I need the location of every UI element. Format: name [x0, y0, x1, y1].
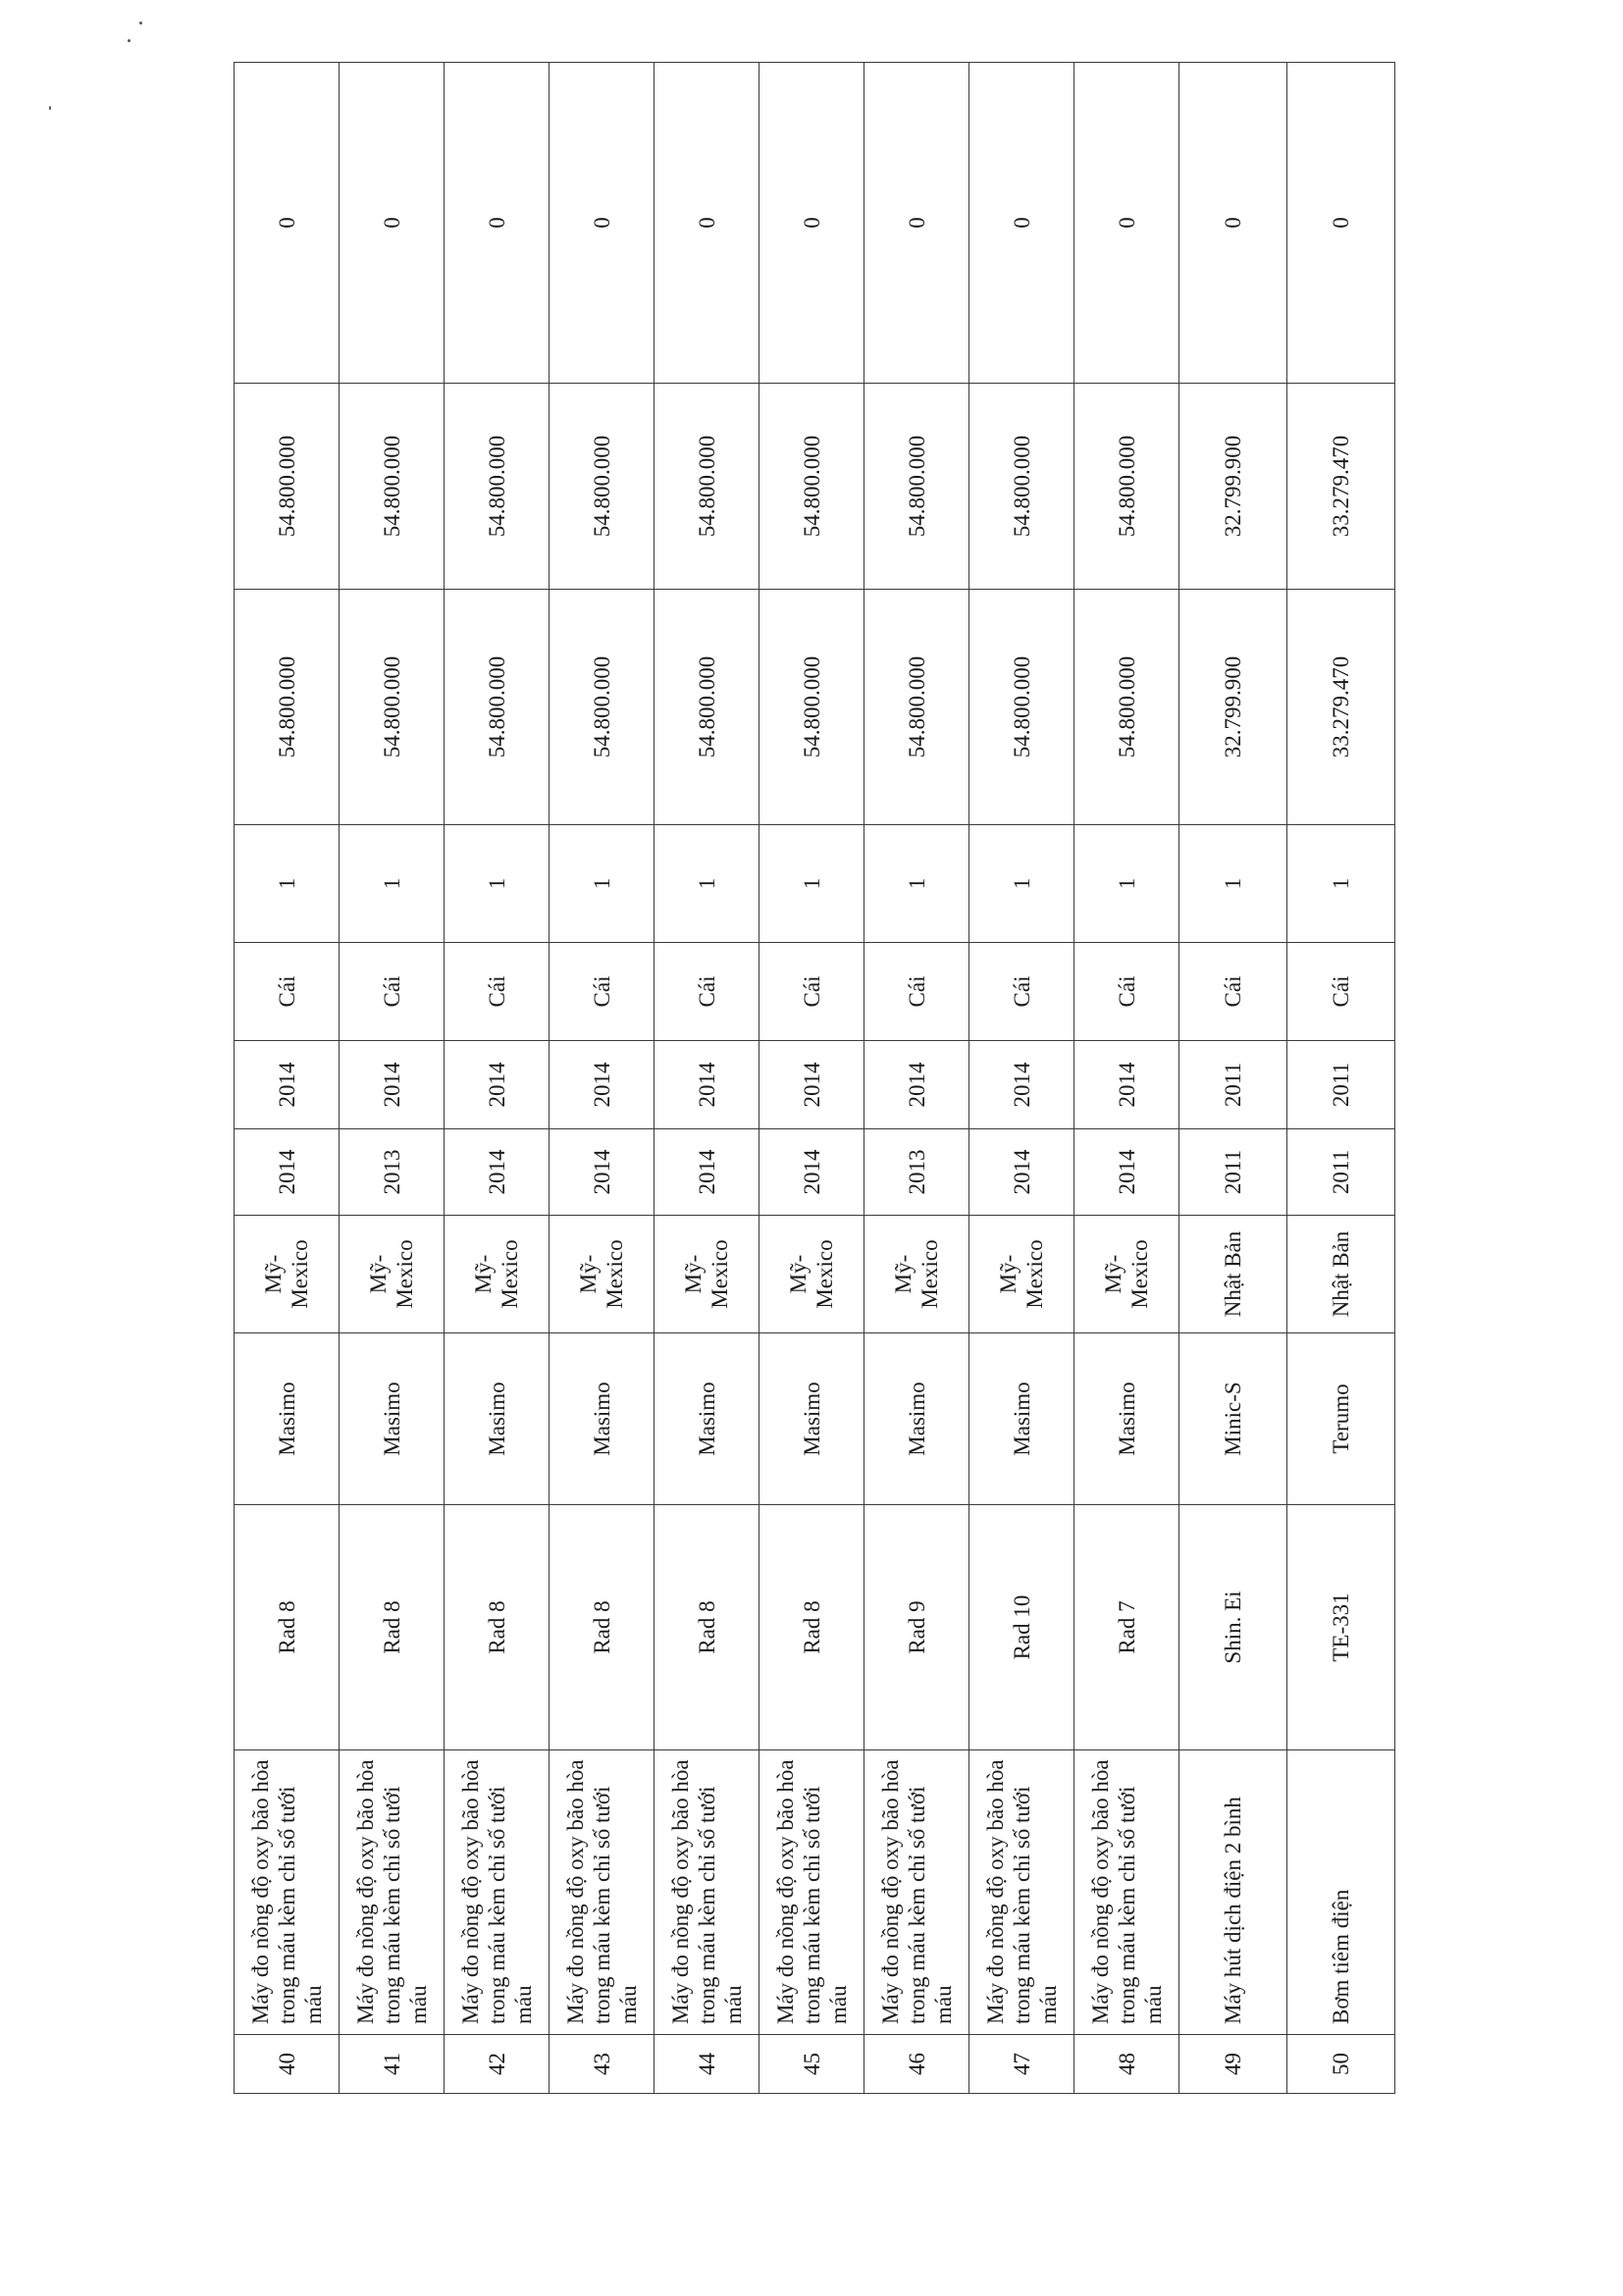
- cell-price: 54.800.000: [759, 590, 864, 825]
- cell-unit: Cái: [654, 943, 759, 1041]
- cell-year-made: 2013: [864, 1129, 969, 1216]
- cell-model: Shin. Ei: [1179, 1505, 1287, 1750]
- cell-origin: Mỹ-Mexico: [969, 1216, 1074, 1333]
- cell-price: 32.799.900: [1179, 590, 1287, 825]
- cell-name: Bơm tiêm điện: [1287, 1750, 1395, 2035]
- cell-remaining: 0: [654, 63, 759, 384]
- cell-year-used: 2014: [1074, 1041, 1179, 1129]
- table-row: [969, 63, 1074, 2094]
- cell-origin: Nhật Bản: [1287, 1216, 1395, 1333]
- cell-year-used: 2014: [235, 1041, 340, 1129]
- cell-qty: 1: [864, 825, 969, 943]
- cell-qty: 1: [550, 825, 654, 943]
- cell-name: Máy đo nồng độ oxy bão hòa trong máu kèm chỉ số tưới máu: [759, 1750, 864, 2035]
- cell-unit: Cái: [1179, 943, 1287, 1041]
- cell-year-made: 2014: [550, 1129, 654, 1216]
- cell-name: Máy đo nồng độ oxy bão hòa trong máu kèm chỉ số tưới máu: [654, 1750, 759, 2035]
- cell-unit: Cái: [864, 943, 969, 1041]
- cell-qty: 1: [1074, 825, 1179, 943]
- cell-price: 33.279.470: [1287, 590, 1395, 825]
- cell-brand: Masimo: [1074, 1333, 1179, 1505]
- cell-unit: Cái: [969, 943, 1074, 1041]
- cell-unit: Cái: [340, 943, 445, 1041]
- cell-model: Rad 8: [235, 1505, 340, 1750]
- cell-year-used: 2014: [759, 1041, 864, 1129]
- cell-qty: 1: [969, 825, 1074, 943]
- cell-price: 54.800.000: [654, 590, 759, 825]
- cell-stt: 46: [864, 2035, 969, 2094]
- cell-stt: 40: [235, 2035, 340, 2094]
- cell-year-made: 2011: [1179, 1129, 1287, 1216]
- cell-total: 54.800.000: [864, 384, 969, 590]
- cell-remaining: 0: [550, 63, 654, 384]
- cell-unit: Cái: [445, 943, 550, 1041]
- cell-qty: 1: [654, 825, 759, 943]
- cell-price: 54.800.000: [864, 590, 969, 825]
- cell-origin: Mỹ-Mexico: [654, 1216, 759, 1333]
- cell-model: TE-331: [1287, 1505, 1395, 1750]
- scan-speck: [128, 39, 131, 42]
- cell-total: 54.800.000: [550, 384, 654, 590]
- cell-total: 33.279.470: [1287, 384, 1395, 590]
- cell-price: 54.800.000: [235, 590, 340, 825]
- cell-stt: 50: [1287, 2035, 1395, 2094]
- cell-price: 54.800.000: [340, 590, 445, 825]
- cell-year-used: 2014: [864, 1041, 969, 1129]
- cell-origin: Mỹ-Mexico: [759, 1216, 864, 1333]
- cell-name: Máy đo nồng độ oxy bão hòa trong máu kèm chỉ số tưới máu: [969, 1750, 1074, 2035]
- equipment-table: [234, 62, 1395, 2094]
- scan-speck: [139, 22, 142, 25]
- cell-unit: Cái: [235, 943, 340, 1041]
- cell-year-made: 2014: [235, 1129, 340, 1216]
- table-row: [235, 63, 340, 2094]
- cell-origin: Mỹ-Mexico: [1074, 1216, 1179, 1333]
- cell-model: Rad 7: [1074, 1505, 1179, 1750]
- cell-remaining: 0: [969, 63, 1074, 384]
- cell-stt: 48: [1074, 2035, 1179, 2094]
- cell-total: 54.800.000: [759, 384, 864, 590]
- table-row: [340, 63, 445, 2094]
- cell-name: Máy đo nồng độ oxy bão hòa trong máu kèm chỉ số tưới máu: [340, 1750, 445, 2035]
- cell-year-used: 2014: [969, 1041, 1074, 1129]
- cell-origin: Mỹ-Mexico: [445, 1216, 550, 1333]
- cell-year-used: 2011: [1287, 1041, 1395, 1129]
- cell-model: Rad 10: [969, 1505, 1074, 1750]
- cell-brand: Terumo: [1287, 1333, 1395, 1505]
- cell-origin: Mỹ-Mexico: [864, 1216, 969, 1333]
- cell-model: Rad 8: [445, 1505, 550, 1750]
- cell-brand: Masimo: [550, 1333, 654, 1505]
- cell-brand: Masimo: [340, 1333, 445, 1505]
- cell-origin: Mỹ-Mexico: [340, 1216, 445, 1333]
- cell-year-used: 2014: [445, 1041, 550, 1129]
- cell-year-made: 2013: [340, 1129, 445, 1216]
- cell-brand: Masimo: [235, 1333, 340, 1505]
- table-row: [864, 63, 969, 2094]
- cell-name: Máy đo nồng độ oxy bão hòa trong máu kèm chỉ số tưới máu: [550, 1750, 654, 2035]
- table-row: [445, 63, 550, 2094]
- cell-model: Rad 8: [550, 1505, 654, 1750]
- cell-year-made: 2011: [1287, 1129, 1395, 1216]
- cell-qty: 1: [235, 825, 340, 943]
- cell-model: Rad 8: [759, 1505, 864, 1750]
- cell-total: 54.800.000: [654, 384, 759, 590]
- table-row: [759, 63, 864, 2094]
- cell-total: 54.800.000: [340, 384, 445, 590]
- cell-year-used: 2014: [550, 1041, 654, 1129]
- cell-unit: Cái: [550, 943, 654, 1041]
- cell-brand: Masimo: [864, 1333, 969, 1505]
- cell-price: 54.800.000: [969, 590, 1074, 825]
- cell-stt: 44: [654, 2035, 759, 2094]
- cell-model: Rad 8: [654, 1505, 759, 1750]
- cell-stt: 43: [550, 2035, 654, 2094]
- cell-remaining: 0: [445, 63, 550, 384]
- cell-remaining: 0: [1179, 63, 1287, 384]
- cell-brand: Masimo: [759, 1333, 864, 1505]
- cell-year-made: 2014: [969, 1129, 1074, 1216]
- cell-model: Rad 9: [864, 1505, 969, 1750]
- cell-stt: 49: [1179, 2035, 1287, 2094]
- cell-unit: Cái: [1074, 943, 1179, 1041]
- cell-origin: Mỹ-Mexico: [235, 1216, 340, 1333]
- cell-stt: 45: [759, 2035, 864, 2094]
- table-row: [1074, 63, 1179, 2094]
- table-row: [1179, 63, 1287, 2094]
- table-row: [1287, 63, 1395, 2094]
- cell-origin: Nhật Bản: [1179, 1216, 1287, 1333]
- cell-name: Máy đo nồng độ oxy bão hòa trong máu kèm chỉ số tưới máu: [864, 1750, 969, 2035]
- cell-total: 54.800.000: [235, 384, 340, 590]
- cell-remaining: 0: [1074, 63, 1179, 384]
- table-row: [654, 63, 759, 2094]
- cell-stt: 47: [969, 2035, 1074, 2094]
- cell-brand: Masimo: [654, 1333, 759, 1505]
- cell-origin: Mỹ-Mexico: [550, 1216, 654, 1333]
- cell-remaining: 0: [1287, 63, 1395, 384]
- cell-model: Rad 8: [340, 1505, 445, 1750]
- cell-total: 54.800.000: [445, 384, 550, 590]
- cell-total: 32.799.900: [1179, 384, 1287, 590]
- table-body: [235, 63, 1395, 2094]
- cell-qty: 1: [340, 825, 445, 943]
- cell-total: 54.800.000: [969, 384, 1074, 590]
- cell-qty: 1: [759, 825, 864, 943]
- cell-remaining: 0: [759, 63, 864, 384]
- cell-qty: 1: [1179, 825, 1287, 943]
- cell-name: Máy đo nồng độ oxy bão hòa trong máu kèm chỉ số tưới máu: [445, 1750, 550, 2035]
- cell-unit: Cái: [759, 943, 864, 1041]
- cell-unit: Cái: [1287, 943, 1395, 1041]
- cell-price: 54.800.000: [550, 590, 654, 825]
- cell-remaining: 0: [235, 63, 340, 384]
- cell-name: Máy đo nồng độ oxy bão hòa trong máu kèm chỉ số tưới máu: [1074, 1750, 1179, 2035]
- cell-price: 54.800.000: [445, 590, 550, 825]
- scan-speck: [49, 106, 51, 110]
- cell-remaining: 0: [340, 63, 445, 384]
- cell-name: Máy đo nồng độ oxy bão hòa trong máu kèm chỉ số tưới máu: [235, 1750, 340, 2035]
- table-row: [550, 63, 654, 2094]
- cell-stt: 42: [445, 2035, 550, 2094]
- cell-name: Máy hút dịch điện 2 bình: [1179, 1750, 1287, 2035]
- cell-qty: 1: [445, 825, 550, 943]
- cell-total: 54.800.000: [1074, 384, 1179, 590]
- cell-year-used: 2014: [654, 1041, 759, 1129]
- cell-qty: 1: [1287, 825, 1395, 943]
- cell-brand: Minic-S: [1179, 1333, 1287, 1505]
- cell-year-made: 2014: [445, 1129, 550, 1216]
- cell-brand: Masimo: [969, 1333, 1074, 1505]
- cell-year-made: 2014: [759, 1129, 864, 1216]
- cell-stt: 41: [340, 2035, 445, 2094]
- cell-remaining: 0: [864, 63, 969, 384]
- cell-price: 54.800.000: [1074, 590, 1179, 825]
- cell-year-made: 2014: [1074, 1129, 1179, 1216]
- cell-year-used: 2011: [1179, 1041, 1287, 1129]
- cell-year-used: 2014: [340, 1041, 445, 1129]
- cell-brand: Masimo: [445, 1333, 550, 1505]
- cell-year-made: 2014: [654, 1129, 759, 1216]
